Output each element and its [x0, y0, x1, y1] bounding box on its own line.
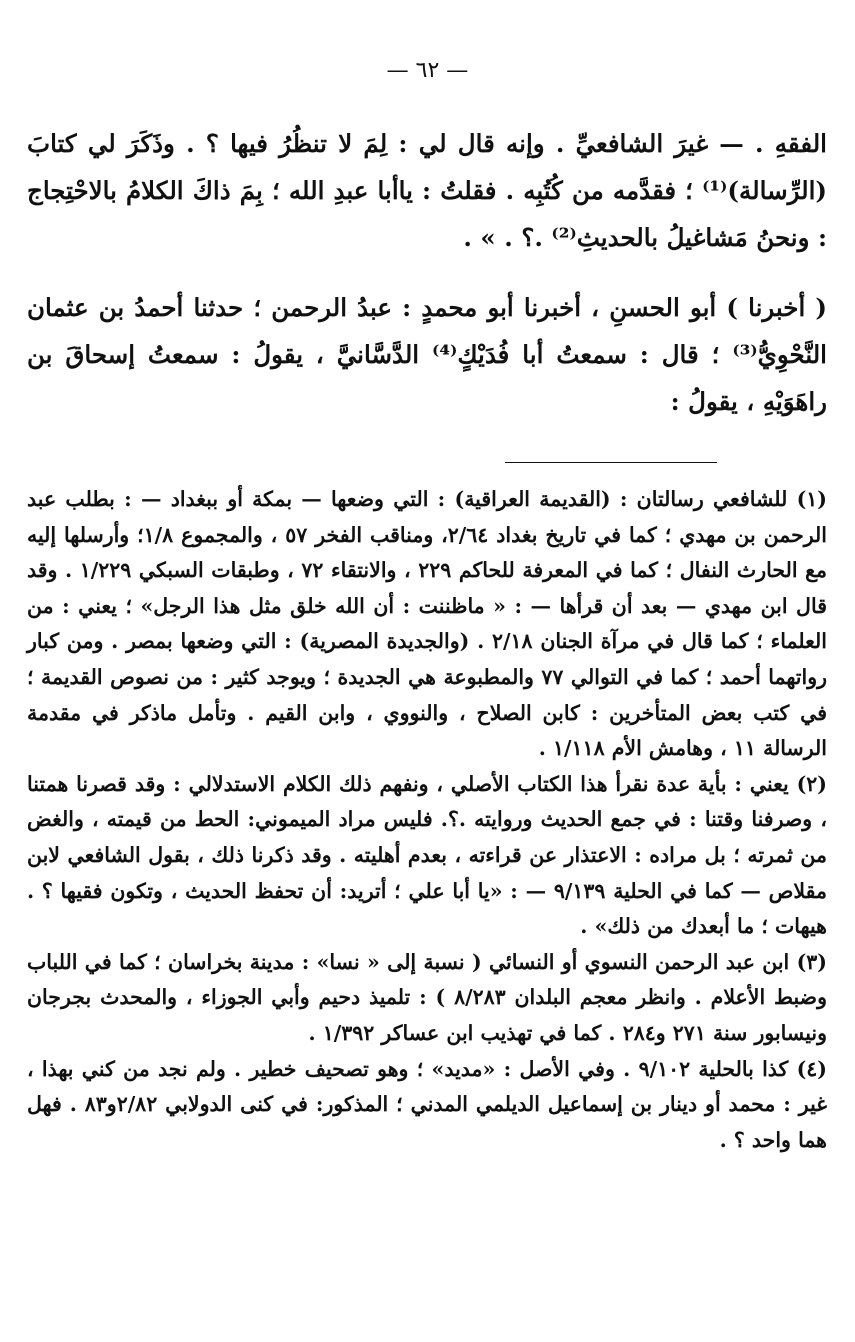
footnote-3: (٣) ابن عبد الرحمن النسوي أو النسائي ( نسبة إلى « نسا» : مدينة بخراسان ؛ كما في اللباب وضبط الأعلام . وانظر معجم البلدان ٨/٢٨٣ ) : تلميذ دحيم وأبي الجوزاء ، والمحدث بجرجان ونيسابور سنة ٢٧١ و٢٨٤ . كما في تهذيب ابن عساكر ١/٣٩٢ . [27, 949, 827, 1045]
footnote-divider [505, 462, 717, 463]
page-number: — ٦٢ — [386, 58, 469, 83]
main-paragraph-1: الفقهِ . — غيرَ الشافعيِّ . وإنه قال لي : لِمَ لا تنظُرُ فيها ؟ . وذَكَرَ لي كتابَ (الرِّسالة)⁽¹⁾ ؛ فقدَّمه من كُتُبِه . فقلتُ : ياأبا عبدِ الله ؛ بِمَ ذاكَ الكلامُ بالاحْتِجاج : ونحنُ مَشاغيلُ بالحديثِ⁽²⁾ .؟ . » . [27, 129, 827, 252]
footnotes [27, 482, 827, 1158]
footnote-4: (٤) كذا بالحلية ٩/١٠٢ . وفي الأصل : «مديد» ؛ وهو تصحيف خطير . ولم نجد من كني بهذا ، غير : محمد أو دينار بن إسماعيل الديلمي المدني ؛ المذكور: في كنى الدولابي ٢/٨٢و٨٣ . فهل هما واحد ؟ . [27, 1056, 827, 1152]
footnote-2: (٢) يعني : بأية عدة نقرأ هذا الكتاب الأصلي ، ونفهم ذلك الكلام الاستدلالي : وقد قصرنا همتنا ، وصرفنا وقتنا : في جمع الحديث وروايته .؟. فليس مراد الميموني: الحط من قيمته ، والغض من ثمرته ؛ بل مراده : الاعتذار عن قراءته ، بعدم أهليته . وقد ذكرنا ذلك ، بقول الشافعي لابن مقلاص — كما في الحلية ٩/١٣٩ — : «يا أبا علي ؛ أتريد: أن تحفظ الحديث ، وتكون فقيها ؟ . هيهات ؛ ما أبعدك من ذلك» . [27, 771, 827, 939]
main-paragraph-2: ( أخبرنا ) أبو الحسنِ ، أخبرنا أبو محمدٍ : عبدُ الرحمن ؛ حدثنا أحمدُ بن عثمان النَّحْوِيُّ⁽³⁾ ؛ قال : سمعتُ أبا فُدَيْكٍ⁽⁴⁾ الدَّسَّانيَّ ، يقولُ : سمعتُ إسحاقَ بن راهَوَيْهِ ، يقولُ : [27, 293, 827, 416]
footnote-1: (١) للشافعي رسالتان : (القديمة العراقية) : التي وضعها — بمكة أو ببغداد — : بطلب عبد الرحمن بن مهدي ؛ كما في تاريخ بغداد ٢/٦٤، ومناقب الفخر ٥٧ ، والمجموع ١/٨؛ وأرسلها إليه مع الحارث النفال ؛ كما في المعرفة للحاكم ٢٢٩ ، والانتقاء ٧٢ ، وطبقات السبكي ١/٢٢٩ . وقد قال ابن مهدي — بعد أن قرأها — : « ماظننت : أن الله خلق مثل هذا الرجل» ؛ يعني : من العلماء ؛ كما قال في مرآة الجنان ٢/١٨ . (والجديدة المصرية) : التي وضعها بمصر . ومن كبار رواتهما أحمد ؛ كما في التوالي ٧٧ والمطبوعة هي الجديدة ؛ ويوجد كثير : من نصوص القديمة ؛ في كتب بعض المتأخرين : كابن الصلاح ، والنووي ، وابن القيم . وتأمل ماذكر في مقدمة الرسالة ١١ ، وهامش الأم ١/١١٨ . [27, 487, 827, 761]
main-text [27, 120, 827, 425]
